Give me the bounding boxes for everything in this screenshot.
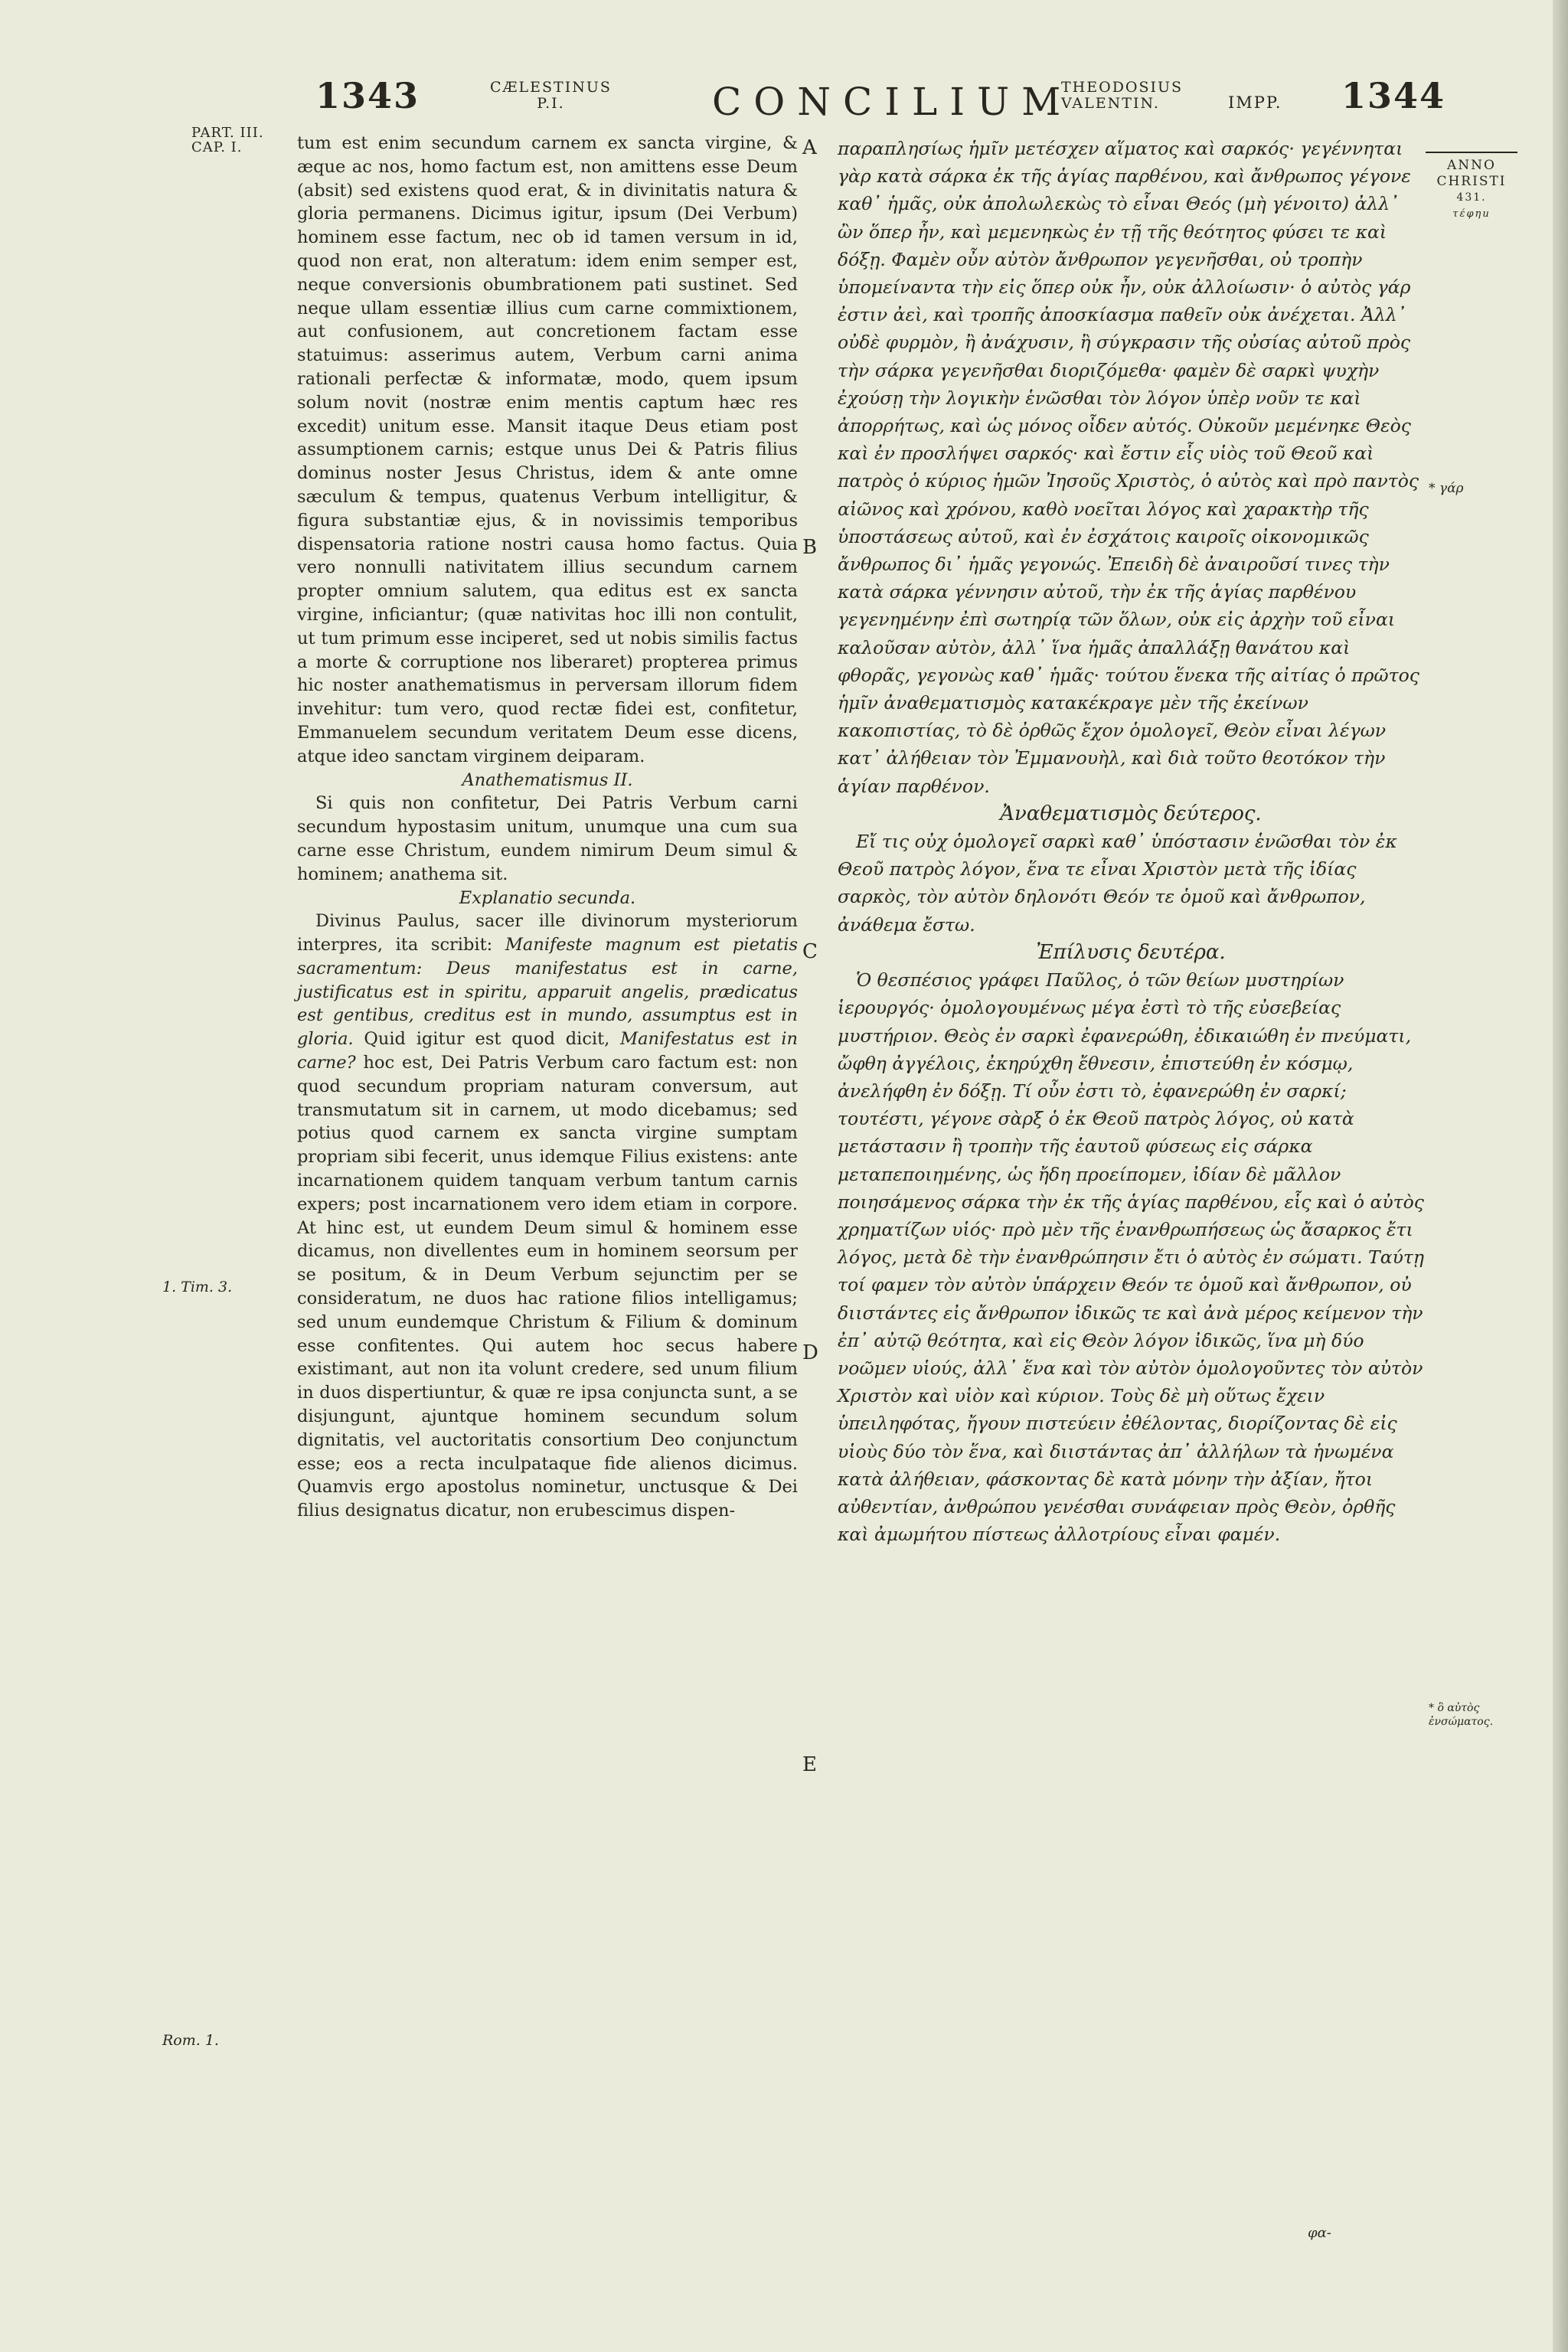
section-letter-b: B — [802, 536, 818, 559]
greek-epilysis-text: Ὁ θεσπέσιος γράφει Παῦλος, ὁ τῶν θείων μυστηρίων ἱερουργός· ὁμολογουμένως μέγα ἐστὶ τὸ τῆς εὐσεβείας μυστήριον. Θεὸς ἐν σαρκὶ ἐφανερώθη, ἐδικαιώθη ἐν πνεύματι, ὤφθη ἀγγέλοις, ἐκηρύχθη ἔθνεσιν, ἐπιστεύθη ἐν κόσμῳ, ἀνελήφθη ἐν δόξῃ. Τί οὖν ἐστι τὸ, ἐφανερώθη ἐν σαρκί; τουτέστι, γέγονε σὰρξ ὁ ἐκ Θεοῦ πατρὸς λόγος, οὐ κατὰ μετάστασιν ἢ τροπὴν τῆς ἑαυτοῦ φύσεως εἰς σάρκα μεταπεποιημένης, ὡς ἤδη προείπομεν, ἰδίαν δὲ μᾶλλον ποιησάμενος σάρκα τὴν ἐκ τῆς ἁγίας παρθένου, εἷς καὶ ὁ αὐτὸς χρηματίζων υἱός· πρὸ μὲν τῆς ἐνανθρωπήσεως ὡς ἄσαρκος ἔτι λόγος, μετὰ δὲ τὴν ἐνανθρώπησιν ἔτι ὁ αὐτὸς ἐν σώματι. Ταύτῃ τοί φαμεν τὸν αὐτὸν ὑπάρχειν Θεόν τε ὁμοῦ καὶ ἄνθρωπον, οὐ διιστάντες εἰς ἄνθρωπον ἰδικῶς τε καὶ ἀνὰ μέρος κείμενον τὴν ἐπ᾽ αὐτῷ θεότητα, καὶ εἰς Θεὸν λόγον ἰδικῶς, ἵνα μὴ δύο νοῶμεν υἱούς, ἀλλ᾽ ἕνα καὶ τὸν αὐτὸν ὁμολογοῦντες τὸν αὐτὸν Χριστὸν καὶ υἱὸν καὶ κύριον. Τοὺς δὲ μὴ οὕτως ἔχειν ὑπειληφότας, ἤγουν πιστεύειν ἐθέλοντας, διορίζοντας δὲ εἰς υἱοὺς δύο τὸν ἕνα, καὶ διιστάντας ἀπ᾽ ἀλλήλων τὰ ἡνωμένα κατὰ ἀλήθειαν, φάσκοντας δὲ κατὰ μόνην τὴν ἀξίαν, ἤτοι αὐθεντίαν, ἀνθρώπου γενέσθαι συνάφειαν πρὸς Θεὸν, ὀρθῆς καὶ ἀμωμήτου πίστεως ἀλλοτρίους εἶναι φαμέν. — [838, 969, 1424, 1546]
anno-line-2: CHRISTI — [1436, 174, 1507, 189]
section-letter-a: A — [802, 136, 817, 159]
greek-paragraph-1: παραπλησίως ἡμῖν μετέσχεν αἵματος καὶ σαρκός· γεγέννηται γὰρ κατὰ σάρκα ἐκ τῆς ἁγίας παρθένου, καὶ ἄνθρωπος γέγονε καθ᾽ ἡμᾶς, οὐκ ἀπολωλεκὼς τὸ εἶναι Θεός (μὴ γένοιτο) ἀλλ᾽ ὢν ὅπερ ἦν, καὶ μεμενηκὼς ἐν τῇ τῆς θεότητος φύσει τε καὶ δόξῃ. Φαμὲν οὖν αὐτὸν ἄνθρωπον γεγενῆσθαι, οὐ τροπὴν ὑπομείναντα τὴν εἰς ὅπερ οὐκ ἦν, οὐκ ἀλλοίωσιν· ὁ αὐτὸς γάρ ἐστιν ἀεὶ, καὶ τροπῆς ἀποσκίασμα παθεῖν οὐκ ἀνέχεται. Ἀλλ᾽ οὐδὲ φυρμὸν, ἢ ἀνάχυσιν, ἢ σύγκρασιν τῆς οὐσίας αὐτοῦ πρὸς τὴν σάρκα γεγενῆσθαι διοριζόμεθα· φαμὲν δὲ σαρκὶ ψυχὴν ἐχούσῃ τὴν λογικὴν ἑνῶσθαι τὸν λόγον ὑπὲρ νοῦν τε καὶ ἀπορρήτως, καὶ ὡς μόνος οἶδεν αὐτός. Οὐκοῦν μεμένηκε Θεὸς καὶ ἐν προσλήψει σαρκός· καὶ ἔστιν εἷς υἱὸς τοῦ Θεοῦ καὶ πατρὸς ὁ κύριος ἡμῶν Ἰησοῦς Χριστὸς, ὁ αὐτὸς καὶ πρὸ παντὸς αἰῶνος καὶ χρόνου, καθὸ νοεῖται λόγος καὶ χαρακτὴρ τῆς ὑποστάσεως αὐτοῦ, καὶ ἐν ἐσχάτοις καιροῖς οἰκονομικῶς ἄνθρωπος δι᾽ ἡμᾶς γεγονώς. Ἐπειδὴ δὲ ἀναιροῦσί τινες τὴν κατὰ σάρκα γέννησιν αὐτοῦ, τὴν ἐκ τῆς ἁγίας παρθένου γεγενημένην ἐπὶ σωτηρίᾳ τῶν ὅλων, οὐκ εἰς ἀρχὴν τοῦ εἶναι καλοῦσαν αὐτὸν, ἀλλ᾽ ἵνα ἡμᾶς ἀπαλλάξῃ θανάτου καὶ φθορᾶς, γεγονὼς καθ᾽ ἡμᾶς· τούτου ἕνεκα τῆς αἰτίας ὁ πρῶτος ἡμῖν ἀναθεματισμὸς κατακέκραγε μὲν τῆς ἐκείνων κακοπιστίας, τὸ δὲ ὀρθῶς ἔχον ὁμολογεῖ, Θεὸν εἶναι λέγων κατ᾽ ἀλήθειαν τὸν Ἐμμανουὴλ, καὶ διὰ τοῦτο θεοτόκον τὴν ἁγίαν παρθένον. — [838, 138, 1419, 797]
latin-explanatio-text — [297, 910, 798, 1523]
latin-anathema-text: Si quis non confitetur, Dei Patris Verbum carni secundum hypostasim unitum, unumque una cum sua carne esse Christum, eundem nimirum Deum simul & hominem; anathema sit. — [297, 793, 798, 884]
page-title: CONCILIUM — [712, 80, 1073, 124]
section-letter-d: D — [802, 1341, 818, 1364]
catchword: φα- — [1308, 2225, 1331, 2241]
right-running-head — [1061, 80, 1183, 133]
scripture-ref-timothy: 1. Tim. 3. — [162, 1279, 233, 1295]
anno-weekday: τέφηu — [1452, 208, 1491, 220]
latin-exp-part-3: hoc est, Dei Patris Verbum caro factum est: non quod secundum propriam naturam conversum, aut transmutatum sit in carnem, ut modo dicebamus; sed potius quod carnem ex sancta virgine sumptam propriam sibi fecerit, unus idemque Filius existens: ante incarnationem quidem tanquam verbum tantum carnis expers; post incarnationem vero idem etiam in corpore. At hinc est, ut eundem Deum simul & hominem esse dicamus, non divellentes eum in hominem seorsum per se positum, & in Deum Verbum sejunctim per se consideratum, ne duos hac ratione filios intelligamus; sed unum eundemque Christum & Filium & dominum esse confitentes. Qui autem hoc secus habere existimant, aut non ita volunt credere, sed unum filium in duos dispertiuntur, & quæ re ipsa conjuncta sunt, a se disjungunt, ajuntque hominem secundum solum dignitatis, vel auctoritatis consortium Deo conjunctum esse; eos a recta inculpataque fide alienos dicimus. Quamvis ergo apostolus nominetur, unctusque & Dei filius designatus dicatur, non erubescimus dispen- — [297, 1053, 798, 1521]
scripture-ref-romans: Rom. 1. — [162, 2032, 219, 2049]
greek-column — [838, 135, 1424, 1548]
latin-anathema-heading: Anathematismus II. — [462, 769, 633, 790]
greek-variant-note-2: * ὃ αὐτὸς ἐνσώματος. — [1429, 1702, 1494, 1728]
anno-christi-box — [1426, 152, 1517, 222]
latin-exp-part-2: Quid igitur est quod dicit, — [364, 1029, 610, 1050]
anno-year: 431. — [1456, 191, 1487, 204]
left-page-number: 1343 — [315, 75, 420, 116]
greek-anathema-text: Εἴ τις οὐχ ὁμολογεῖ σαρκὶ καθ᾽ ὑπόστασιν ἑνῶσθαι τὸν ἐκ Θεοῦ πατρὸς λόγον, ἕνα τε εἶναι Χριστὸν μετὰ τῆς ἰδίας σαρκὸς, τὸν αὐτὸν δηλονότι Θεόν τε ὁμοῦ καὶ ἄνθρωπον, ἀνάθεμα ἔστω. — [838, 831, 1397, 936]
right-page-number: 1344 — [1341, 75, 1446, 116]
running-head-pope-number: P.I. — [537, 95, 565, 112]
part-label: PART. III. — [191, 125, 264, 141]
running-head-impp: IMPP. — [1228, 93, 1282, 112]
running-head-emperor-2: VALENTIN. — [1061, 95, 1160, 112]
cap-label: CAP. I. — [191, 139, 243, 155]
latin-exp-part-1: Divinus Paulus, sacer ille divinorum mysteriorum interpres, ita scribit: — [297, 911, 798, 956]
page-edge — [1553, 0, 1568, 2352]
greek-epilysis-heading: Ἐπίλυσις δευτέρα. — [1036, 940, 1226, 964]
latin-exp-quote-2: Manifestatus est in carne? — [297, 1029, 799, 1073]
latin-exp-quote-1: Manifeste magnum est pietatis sacramentum: Deus manifestatus est in carne, justificatus est in spiritu, apparuit angelis, prædicatus est gentibus, creditus est in mundo, assumptus est in gloria. — [297, 935, 799, 1050]
greek-anathema-heading: Ἀναθεματισμὸς δεύτερος. — [1000, 802, 1262, 825]
greek-variant-note-1: * γάρ — [1429, 481, 1464, 496]
latin-column — [297, 132, 798, 1523]
section-letter-e: E — [802, 1753, 817, 1776]
anno-line-1: ANNO — [1447, 158, 1496, 173]
latin-explanatio-heading: Explanatio secunda. — [459, 887, 636, 908]
left-running-head — [490, 80, 612, 133]
part-cap-note — [191, 126, 264, 155]
section-letter-c: C — [802, 940, 818, 963]
latin-paragraph-1: tum est enim secundum carnem ex sancta virgine, & æque ac nos, homo factum est, non amittens esse Deum (absit) sed existens quod erat, & in divinitatis natura & gloria permanens. Dicimus igitur, ipsum (Dei Verbum) hominem esse factum, nec ob id tamen versum in id, quod non erat, non alteratum: idem enim semper est, neque conversionis obumbrationem pati sustinet. Sed neque ullam essentiæ illius cum carne commixtionem, aut confusionem, aut concretionem factam esse statuimus: asserimus autem, Verbum carni anima rationali perfectæ & informatæ, modo, quem ipsum solum novit (nostræ enim mentis captum hæc res excedit) unitum esse. Mansit itaque Deus etiam post assumptionem carnis; estque unus Dei & Patris filius dominus noster Jesus Christus, idem & ante omne sæculum & tempus, quatenus Verbum intelligitur, & figura substantiæ ejus, & in novissimis temporibus dispensatoria ratione nostri causa homo factus. Quia vero nonnulli nativitatem illius secundum carnem propter omnium salutem, qua editus est ex sancta virgine, inficiantur; (quæ nativitas hoc illi non contulit, ut tum primum esse inciperet, sed ut nobis similis factus a morte & corruptione nos liberaret) propterea primus hic noster anathematismus in perversam illorum fidem invehitur: tum vero, quod rectæ fidei est, confitetur, Emmanuelem secundum veritatem Deum esse dicens, atque ideo sanctam virginem deiparam. — [297, 133, 798, 766]
running-head-emperor-1: THEODOSIUS — [1061, 79, 1184, 96]
running-head-pope: CÆLESTINUS — [490, 79, 612, 96]
